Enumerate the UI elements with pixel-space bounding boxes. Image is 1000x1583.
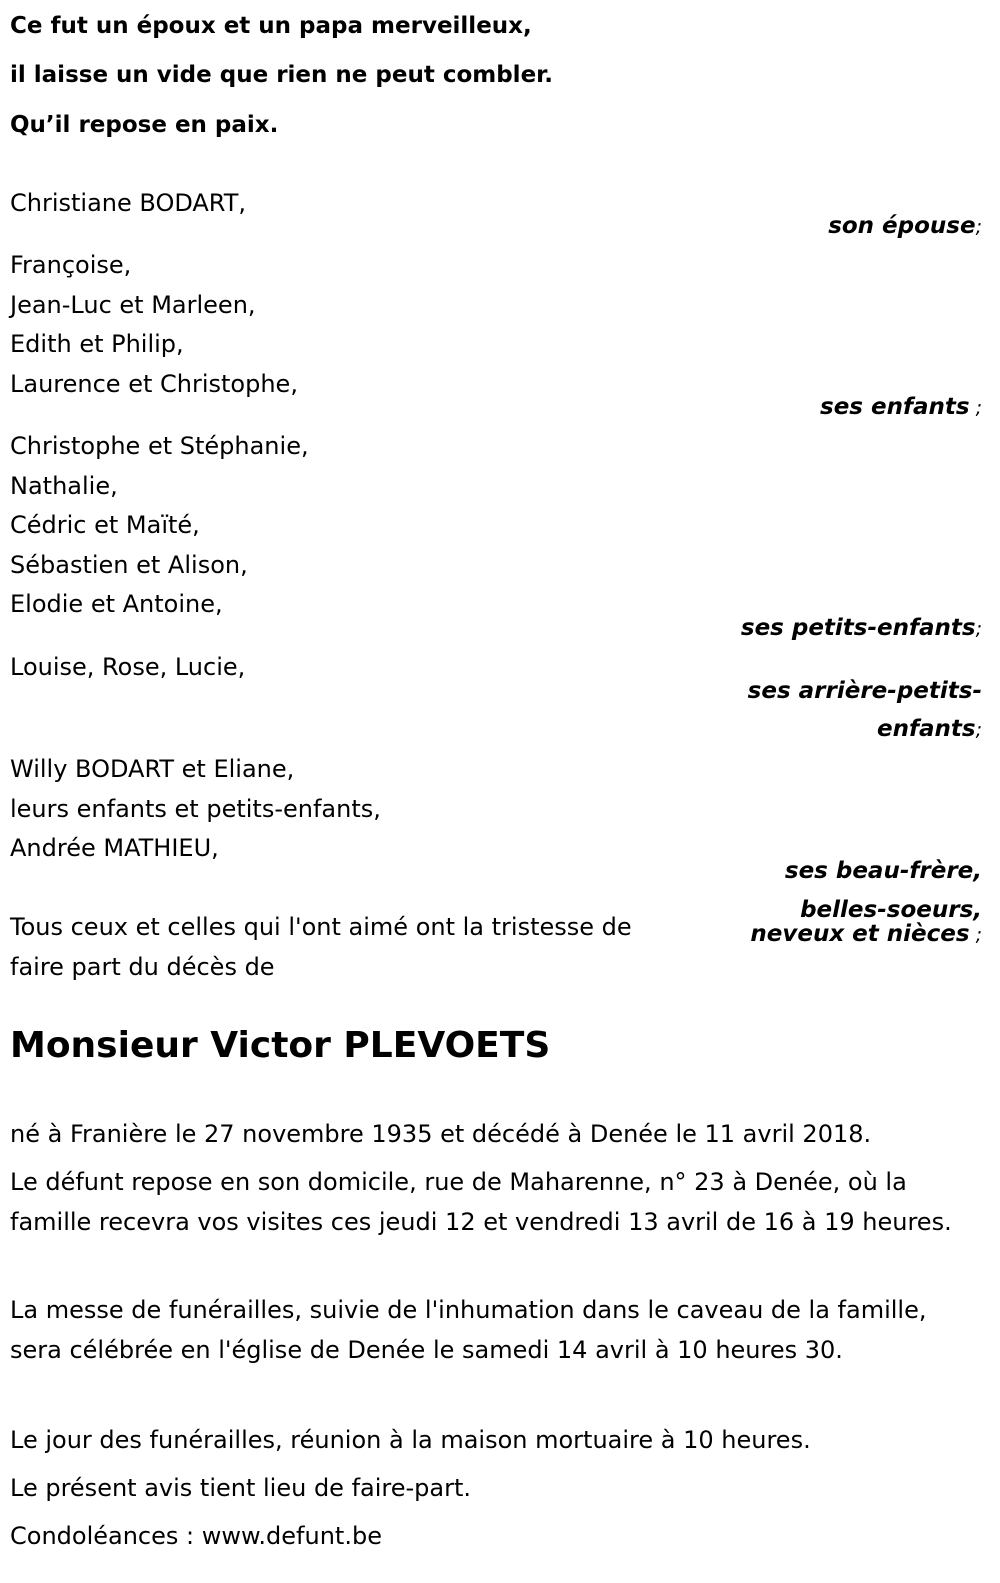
- grandchild-name: Christophe et Stéphanie,: [10, 432, 309, 460]
- grandchildren-relation: [741, 614, 982, 643]
- child-name: Edith et Philip,: [10, 330, 184, 358]
- grandchild-name: Cédric et Maïté,: [10, 511, 200, 539]
- funeral-paragraph: La messe de funérailles, suivie de l'inhumation dans le caveau de la famille, sera célébrée en l'église de Denée le samedi 14 avril à 10 heures 30.: [10, 1296, 927, 1364]
- grandchildren-relation-punct: ;: [975, 618, 982, 640]
- spouse-name: Christiane BODART,: [10, 189, 247, 217]
- child-name: Jean-Luc et Marleen,: [10, 291, 256, 319]
- in-law-name: leurs enfants et petits-enfants,: [10, 795, 381, 823]
- in-laws-relation-line-3: [750, 920, 982, 949]
- child-name: Françoise,: [10, 251, 132, 279]
- great-grandchildren-relation-line-1: ses arrière-petits-: [747, 678, 982, 704]
- great-grandchildren-relation-line-2: [877, 715, 982, 744]
- children-relation-label: ses enfants: [820, 394, 970, 420]
- deceased-name: Monsieur Victor PLEVOETS: [10, 1025, 551, 1066]
- grandchild-name: Elodie et Antoine,: [10, 590, 223, 618]
- great-grandchildren-relation-punct: ;: [975, 719, 982, 741]
- in-laws-relation-label: neveux et nièces: [750, 921, 970, 947]
- visitation-paragraph: Le défunt repose en son domicile, rue de Maharenne, n° 23 à Denée, où la famille recevra vos visites ces jeudi 12 et vendredi 13 avril de 16 à 19 heures.: [10, 1168, 952, 1236]
- great-grandchild-names: Louise, Rose, Lucie,: [10, 653, 246, 681]
- child-name: Laurence et Christophe,: [10, 370, 298, 398]
- spouse-relation-label: son épouse: [828, 213, 976, 239]
- in-laws-relation-line-2: belles-soeurs,: [800, 897, 982, 923]
- in-laws-relation-punct: ;: [969, 924, 982, 946]
- meeting-paragraph: Le jour des funérailles, réunion à la maison mortuaire à 10 heures.: [10, 1426, 811, 1454]
- children-relation-punct: ;: [969, 397, 982, 419]
- intro-line-2: il laisse un vide que rien ne peut combler.: [10, 62, 553, 88]
- grandchild-name: Nathalie,: [10, 472, 118, 500]
- in-laws-relation-line-1: ses beau-frère,: [784, 858, 982, 884]
- spouse-relation: [828, 212, 982, 241]
- in-law-name: Willy BODART et Eliane,: [10, 755, 295, 783]
- condolences-paragraph: Condoléances : www.defunt.be: [10, 1522, 382, 1550]
- announcement-line-1: Tous ceux et celles qui l'ont aimé ont la tristesse de: [10, 913, 632, 941]
- grandchild-name: Sébastien et Alison,: [10, 551, 248, 579]
- great-grandchildren-relation-label: enfants: [877, 716, 976, 742]
- birth-death-paragraph: né à Franière le 27 novembre 1935 et décédé à Denée le 11 avril 2018.: [10, 1120, 872, 1148]
- intro-line-3: Qu’il repose en paix.: [10, 112, 279, 138]
- in-law-name: Andrée MATHIEU,: [10, 834, 219, 862]
- grandchildren-relation-label: ses petits-enfants: [740, 615, 976, 641]
- notice-paragraph: Le présent avis tient lieu de faire-part.: [10, 1474, 472, 1502]
- announcement-line-2: faire part du décès de: [10, 953, 275, 981]
- intro-line-1: Ce fut un époux et un papa merveilleux,: [10, 13, 532, 39]
- spouse-relation-punct: ;: [975, 216, 982, 238]
- children-relation: [820, 393, 982, 422]
